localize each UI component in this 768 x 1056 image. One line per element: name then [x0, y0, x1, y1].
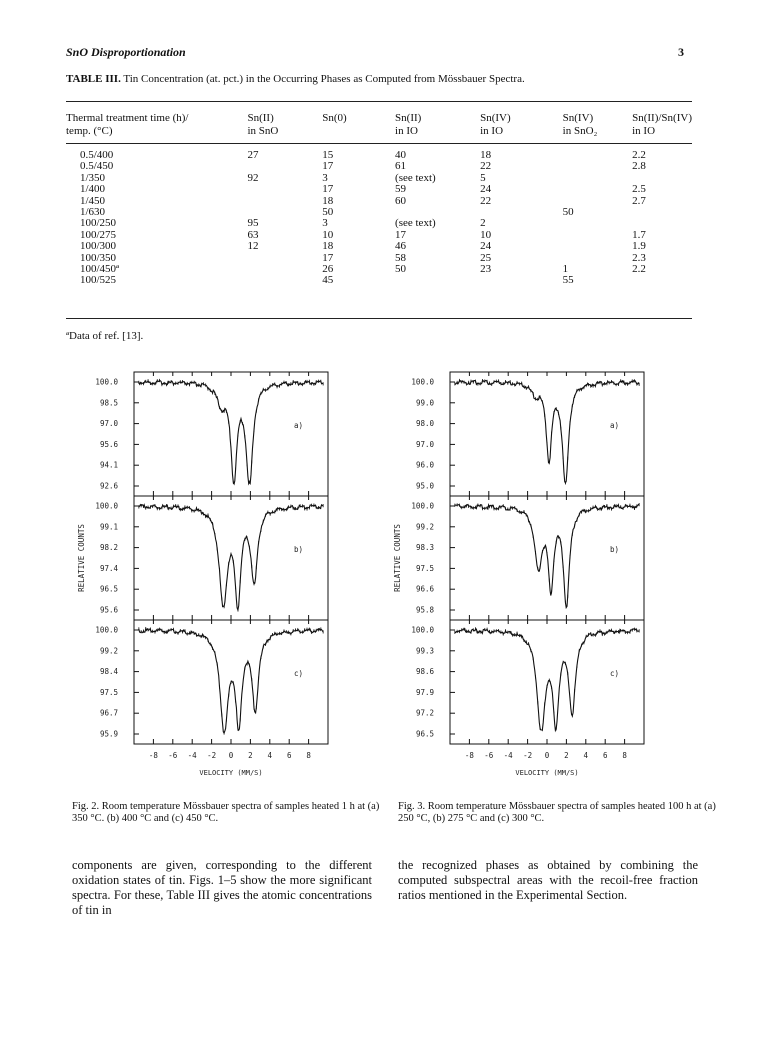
body-left-column: components are given, corresponding to the different oxidation states of tin. Figs. 1–5 show the more significant spectra. For these, Table III gives the atomic concentrations of tin in [72, 858, 372, 917]
table-cell: 2.8 [632, 160, 646, 173]
x-tick-label: -4 [187, 751, 197, 760]
table-cell: 3 [322, 217, 328, 230]
table-cell [395, 275, 480, 286]
table-cell: 100/525 [80, 274, 117, 287]
table-cell [247, 196, 322, 207]
y-tick-label: 100.0 [95, 501, 118, 511]
table-cell: 22 [480, 194, 492, 207]
col-header: Sn(II) in IO [395, 112, 422, 137]
table-cell: 50 [395, 263, 407, 276]
x-tick-label: -6 [168, 751, 178, 760]
spectrum-line [455, 381, 639, 483]
table-cell: 27 [247, 149, 259, 161]
running-title: SnO Disproportionation [66, 45, 186, 59]
table-cell: 10 [322, 228, 334, 241]
table-cell: 25 [480, 251, 492, 264]
table-cell: 23 [480, 263, 492, 276]
table-bottom-rule [66, 318, 692, 319]
y-axis-label: RELATIVE COUNTS [77, 524, 86, 592]
table-cell: 45 [322, 274, 334, 287]
y-tick-label: 97.9 [415, 687, 434, 697]
y-tick-label: 97.0 [415, 439, 434, 449]
x-tick-label: 0 [544, 751, 550, 760]
y-tick-label: 99.1 [99, 522, 118, 532]
table-cell: 2 [480, 217, 486, 230]
y-tick-label: 100.0 [411, 501, 434, 511]
table-cell: 100/450ª [80, 263, 120, 276]
y-tick-label: 98.6 [415, 667, 434, 677]
table-cell: 17 [395, 228, 407, 241]
table-cell [247, 207, 322, 218]
table-cell: 2.5 [632, 183, 646, 196]
panel-frame [134, 372, 328, 496]
y-tick-label: 98.2 [99, 543, 118, 553]
table-cell: 60 [395, 194, 407, 207]
x-tick-label: -8 [464, 751, 474, 760]
table-cell: 55 [562, 274, 574, 287]
table-cell [247, 253, 322, 264]
table-cell [480, 275, 563, 286]
table-cell: 24 [480, 240, 492, 253]
y-tick-label: 96.0 [415, 460, 434, 470]
x-axis-label: VELOCITY (MM/S) [199, 769, 263, 777]
y-tick-label: 97.2 [415, 708, 434, 718]
table-cell: 17 [322, 251, 334, 264]
spectrum-line [139, 381, 323, 484]
table-row [66, 196, 692, 207]
table-cell: 100/275 [80, 228, 117, 241]
x-tick-label: 8 [306, 751, 311, 760]
y-tick-label: 92.6 [99, 481, 118, 491]
table-row [66, 264, 692, 275]
table-cell: 1 [562, 263, 569, 276]
table-cell: 0.5/450 [80, 160, 114, 173]
figure-3-plot [388, 360, 658, 800]
panel-label: b) [610, 544, 620, 554]
col-header: Sn(IV) in SnO₂ [562, 112, 598, 137]
y-tick-label: 95.6 [99, 439, 118, 449]
table-cell [480, 207, 563, 218]
table-cell [563, 150, 632, 161]
table-cell: 46 [395, 240, 407, 253]
panel-label: c) [610, 668, 620, 678]
table-row [66, 230, 692, 241]
table-cell: 50 [322, 206, 334, 219]
x-tick-label: 8 [622, 751, 627, 760]
table-cell: 61 [395, 160, 407, 173]
y-tick-label: 96.7 [99, 708, 118, 718]
col-header: Sn(II)/Sn(IV) in IO [632, 112, 692, 137]
x-tick-label: 4 [583, 751, 589, 760]
table-cell: 18 [322, 240, 334, 253]
table-footnote: ªData of ref. [13]. [66, 330, 144, 342]
table-cell [563, 161, 632, 172]
y-tick-label: 96.6 [415, 584, 434, 594]
table-cell: 1/450 [80, 194, 106, 207]
table-cell: (see text) [395, 217, 436, 230]
y-tick-label: 97.4 [99, 563, 118, 573]
table-cell: 100/300 [80, 240, 117, 253]
panel-frame [134, 496, 328, 620]
table-cell: 2.2 [632, 149, 646, 161]
table-cell: 17 [322, 160, 334, 173]
table-cell: 2.7 [632, 194, 646, 207]
table-header-row [66, 112, 692, 138]
tin-concentration-table [66, 112, 692, 287]
table-cell [632, 275, 692, 286]
y-tick-label: 98.3 [415, 543, 434, 553]
panel-frame [450, 620, 644, 744]
table-cell: 1.7 [632, 228, 646, 241]
table-cell [247, 264, 322, 275]
table-cell: 26 [322, 263, 334, 276]
y-axis-label: RELATIVE COUNTS [393, 524, 402, 592]
x-tick-label: 6 [286, 751, 292, 760]
x-axis-label: VELOCITY (MM/S) [515, 769, 579, 777]
table-row [66, 275, 692, 286]
spectrum-line [455, 629, 639, 731]
table-cell [632, 207, 692, 218]
table-cell [563, 173, 632, 184]
table-cell: 18 [322, 194, 334, 207]
x-tick-label: 6 [602, 751, 608, 760]
y-tick-label: 95.6 [99, 605, 118, 615]
y-tick-label: 95.0 [415, 481, 434, 491]
table-cell: (see text) [395, 171, 436, 184]
table-cell: 63 [247, 228, 259, 241]
table-row [66, 218, 692, 229]
table-cell: 1.9 [632, 240, 646, 253]
y-tick-label: 97.0 [99, 419, 118, 429]
figure-3-caption: Fig. 3. Room temperature Mössbauer spectra of samples heated 100 h at (a) 250 °C, (b) 275 °C and (c) 300 °C. [398, 801, 716, 824]
table-cell: 40 [395, 149, 407, 161]
y-tick-label: 99.2 [99, 646, 118, 656]
y-tick-label: 98.4 [99, 667, 118, 677]
table-cell: 24 [480, 183, 492, 196]
table-row [66, 150, 692, 161]
table-cell: 18 [480, 149, 492, 161]
x-tick-label: 2 [564, 751, 569, 760]
y-tick-label: 99.0 [415, 398, 434, 408]
panel-label: c) [294, 668, 304, 678]
table-cell: 0.5/400 [80, 149, 114, 161]
table-cell [563, 230, 632, 241]
table-cell [563, 241, 632, 252]
table-cell [563, 253, 632, 264]
col-header: Sn(II) in SnO [247, 112, 279, 137]
table-body [66, 150, 692, 287]
x-tick-label: -8 [148, 751, 158, 760]
y-tick-label: 100.0 [411, 377, 434, 387]
y-tick-label: 100.0 [411, 625, 434, 635]
panel-label: b) [294, 544, 304, 554]
y-tick-label: 97.5 [415, 563, 434, 573]
x-tick-label: 0 [228, 751, 234, 760]
body-right-column: the recognized phases as obtained by combining the computed subspectral areas with the recoil-free fraction ratios mentioned in the Experimental Section. [398, 858, 698, 902]
y-tick-label: 96.5 [99, 584, 118, 594]
table-cell: 59 [395, 183, 407, 196]
table-cell: 50 [562, 206, 574, 219]
y-tick-label: 100.0 [95, 377, 118, 387]
y-tick-label: 95.9 [99, 729, 118, 739]
panel-label: a) [294, 420, 304, 430]
x-tick-label: 2 [248, 751, 253, 760]
table-row [66, 241, 692, 252]
table-cell: 100/350 [80, 251, 117, 264]
x-tick-label: -2 [207, 751, 217, 760]
y-tick-label: 98.0 [415, 419, 434, 429]
y-tick-label: 95.8 [415, 605, 434, 615]
table-cell [563, 184, 632, 195]
col-header: Sn(IV) in IO [480, 112, 511, 137]
figure-2-plot [72, 360, 342, 800]
page-number: 3 [678, 45, 684, 59]
y-tick-label: 94.1 [99, 460, 118, 470]
y-tick-label: 96.5 [415, 729, 434, 739]
y-tick-label: 99.2 [415, 522, 434, 532]
x-tick-label: -2 [523, 751, 533, 760]
table-cell: 1/350 [80, 171, 106, 184]
y-tick-label: 97.5 [99, 687, 118, 697]
table-cell: 2.2 [632, 263, 646, 276]
table-row [66, 173, 692, 184]
x-tick-label: -4 [503, 751, 513, 760]
table-cell: 100/250 [80, 217, 117, 230]
table-row [66, 161, 692, 172]
x-tick-label: -6 [484, 751, 494, 760]
table-row [66, 184, 692, 195]
table-caption-label: TABLE III. [66, 73, 121, 85]
table-cell [247, 275, 322, 286]
table-cell: 10 [480, 228, 492, 241]
table-caption [66, 73, 525, 85]
table-cell [563, 218, 632, 229]
spectrum-line [139, 505, 323, 610]
y-tick-label: 100.0 [95, 625, 118, 635]
panel-label: a) [610, 420, 620, 430]
table-cell: 22 [480, 160, 492, 173]
table-row [66, 207, 692, 218]
y-tick-label: 99.3 [415, 646, 434, 656]
table-row [66, 253, 692, 264]
table-cell: 15 [322, 149, 334, 161]
table-cell: 2.3 [632, 251, 646, 264]
y-tick-label: 98.5 [99, 398, 118, 408]
table-cell: 95 [247, 217, 259, 230]
figure-2-caption: Fig. 2. Room temperature Mössbauer spectra of samples heated 1 h at (a) 350 °C. (b) 400 °C and (c) 450 °C. [72, 801, 380, 824]
table-cell: 58 [395, 251, 407, 264]
table-cell: 12 [247, 240, 259, 253]
table-cell: 3 [322, 171, 328, 184]
x-tick-label: 4 [267, 751, 273, 760]
table-cell: 17 [322, 183, 334, 196]
spectrum-line [455, 505, 639, 608]
table-cell [247, 161, 322, 172]
col-header: Thermal treatment time (h)/ temp. (°C) [66, 112, 189, 137]
table-cell: 1/400 [80, 183, 106, 196]
table-cell: 92 [247, 171, 259, 184]
panel-frame [450, 372, 644, 496]
table-cell: 1/630 [80, 206, 106, 219]
col-header: Sn(0) [322, 112, 347, 124]
table-cell [247, 184, 322, 195]
table-cell: 5 [480, 171, 486, 184]
table-top-rule [66, 101, 692, 102]
table-caption-text: Tin Concentration (at. pct.) in the Occurring Phases as Computed from Mössbauer Spectra. [123, 73, 525, 85]
